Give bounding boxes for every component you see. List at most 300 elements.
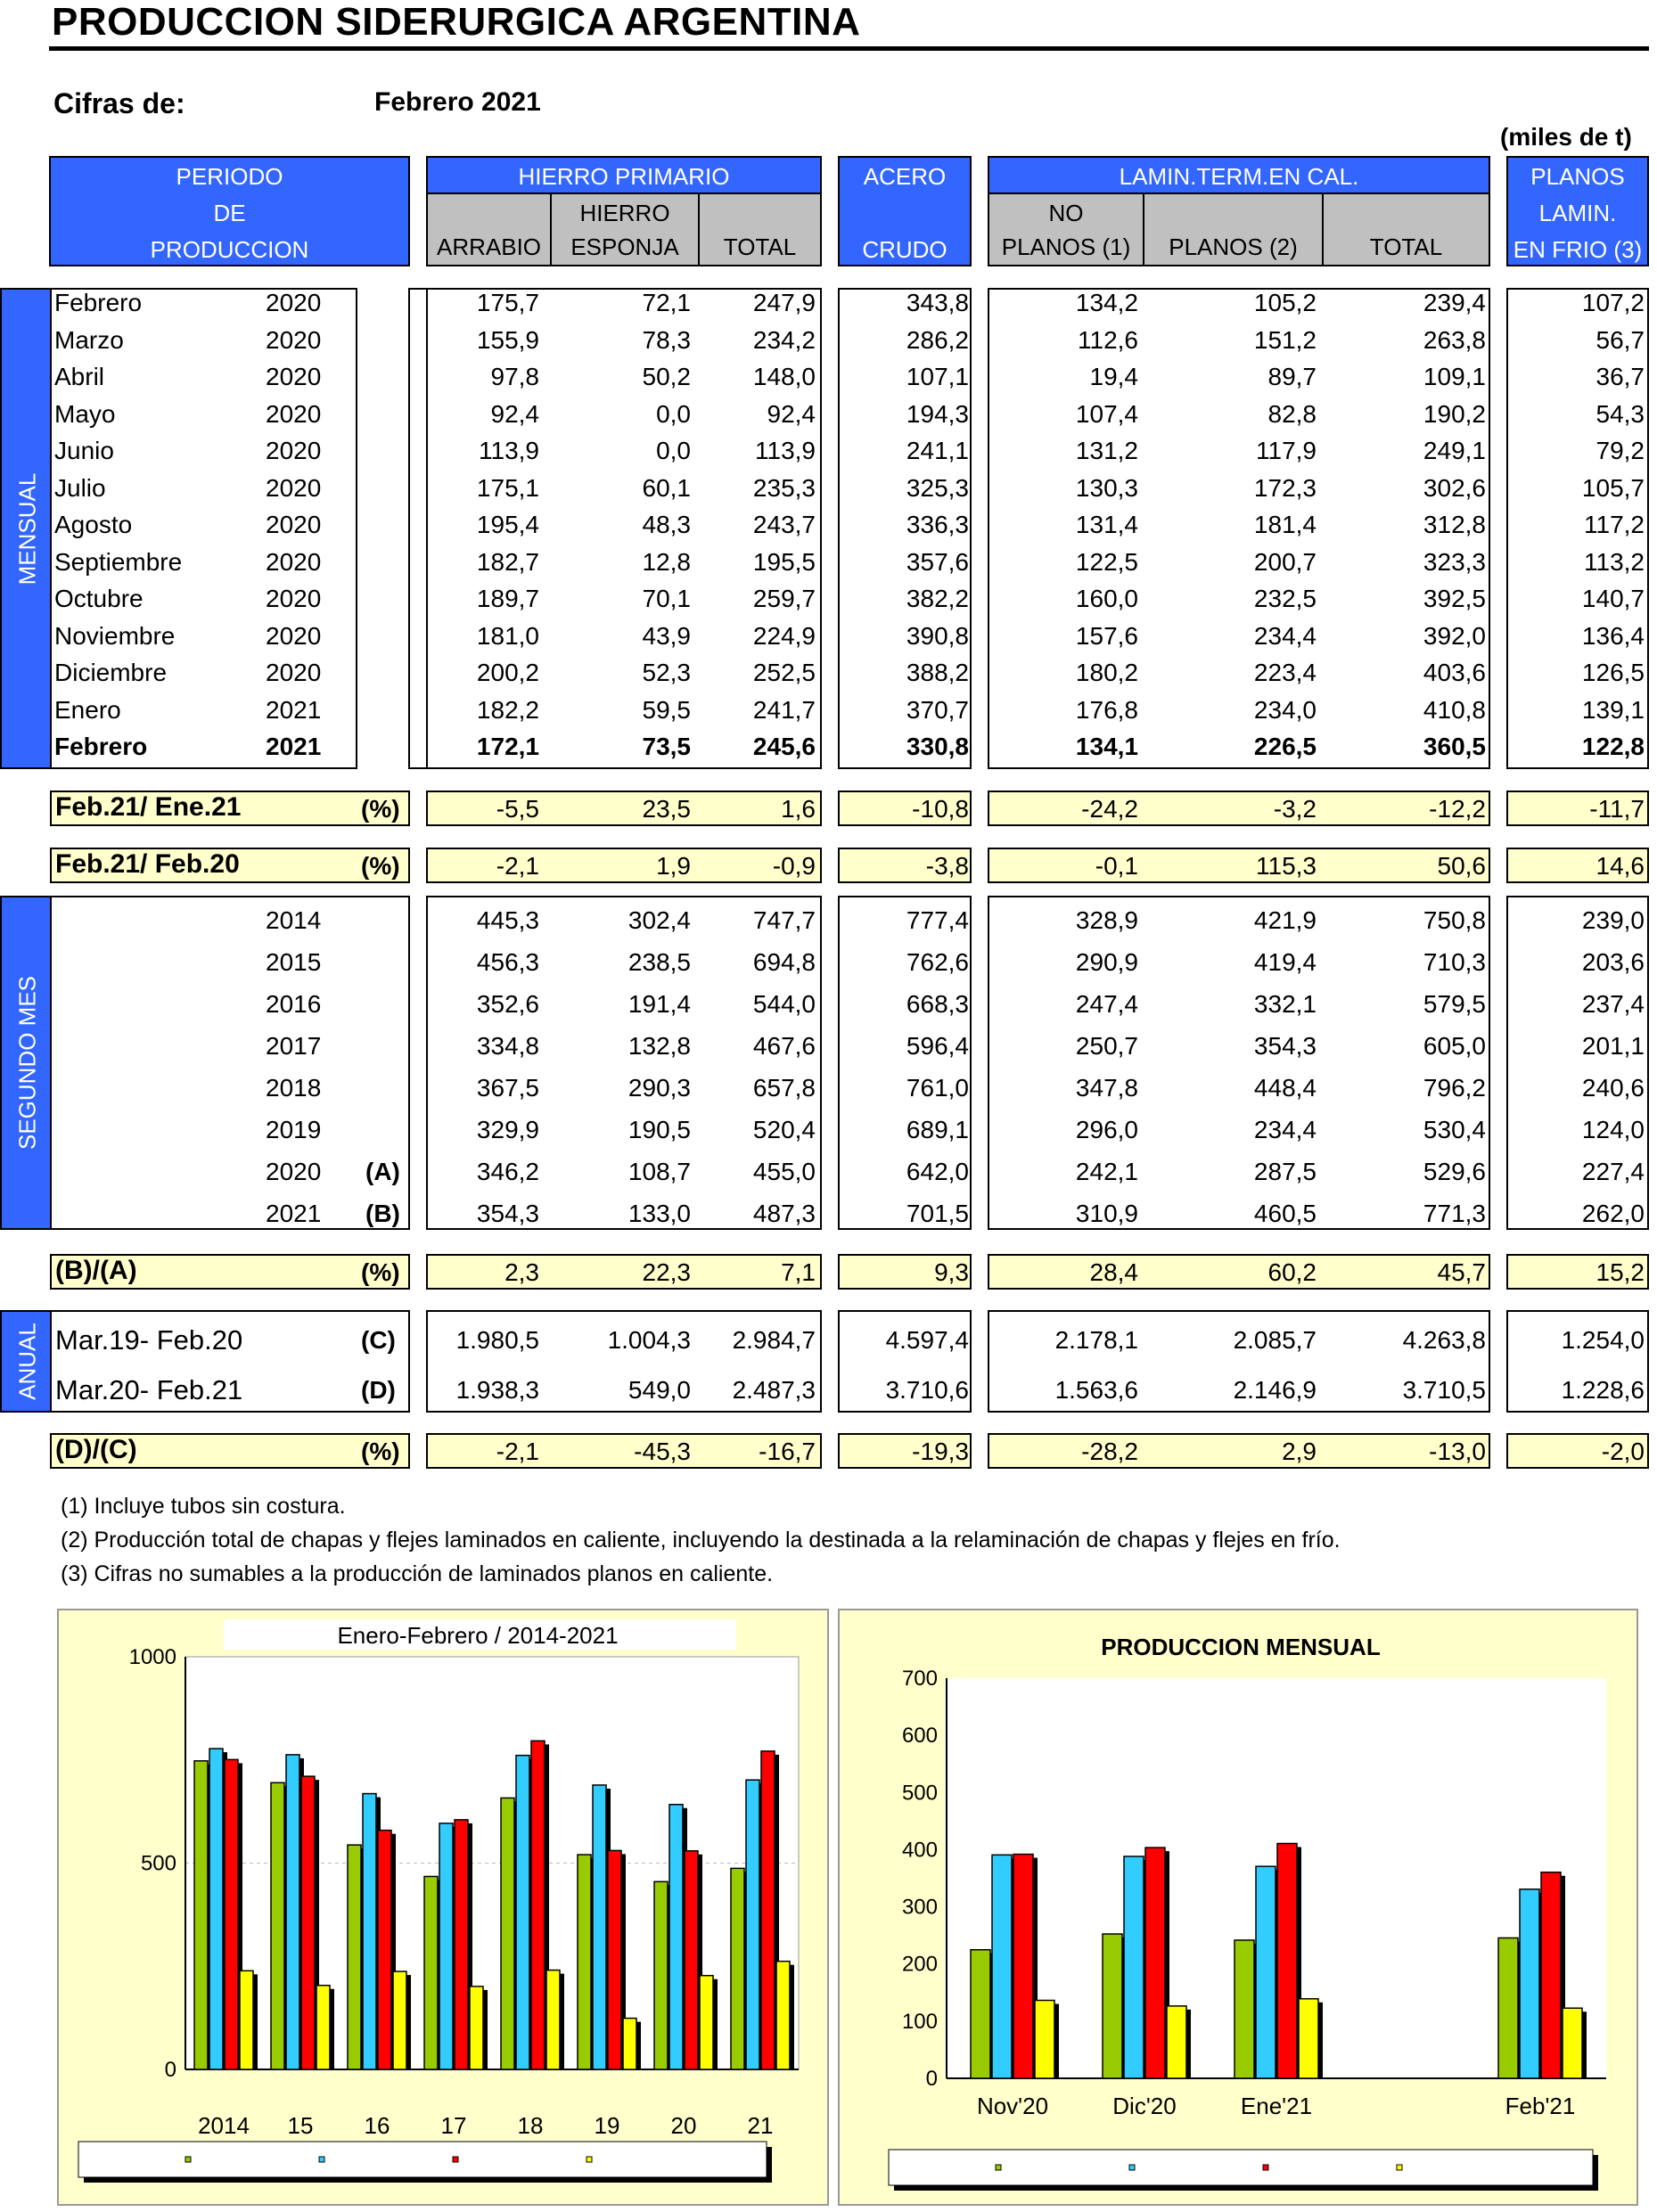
header-lamin-sub <box>988 193 1490 266</box>
legend-swatch <box>587 2157 592 2162</box>
mensual-row-cell: 160,0 <box>1075 585 1138 612</box>
anual-row-cell: 1.228,6 <box>1561 1376 1645 1404</box>
footnote-3: (3) Cifras no sumables a la producción de laminados planos en caliente. <box>61 1561 774 1586</box>
mensual-row-cell: 175,7 <box>476 289 539 316</box>
var-b-a-cell: 15,2 <box>1595 1258 1645 1286</box>
segundo-row-cell: 201,1 <box>1581 1032 1645 1060</box>
segundo-row-cell: 529,6 <box>1423 1158 1486 1185</box>
segundo-row-cell: 455,0 <box>752 1158 816 1185</box>
mensual-row-cell: 190,2 <box>1423 399 1486 428</box>
mensual-row-cell: 36,7 <box>1595 363 1645 390</box>
bar <box>225 1759 238 2069</box>
mensual-row-cell: 223,4 <box>1253 659 1317 686</box>
mensual-row-cell: 19,4 <box>1089 363 1138 390</box>
bar <box>761 1751 775 2069</box>
x-tick-label: Feb'21 <box>1505 2093 1576 2119</box>
bar <box>1167 2006 1186 2078</box>
bar <box>194 1761 208 2069</box>
segundo-row-cell: 296,0 <box>1075 1116 1138 1143</box>
title-rule <box>49 46 1649 51</box>
bar <box>1299 1999 1318 2078</box>
mensual-row-cell: 12,8 <box>642 547 691 576</box>
segundo-year: 2017 <box>266 1032 322 1060</box>
segundo-row-cell: 234,4 <box>1253 1116 1317 1143</box>
header-total-hierro: TOTAL <box>723 233 797 260</box>
segundo-row-cell: 448,4 <box>1253 1074 1317 1102</box>
var-feb-feb-cell: 14,6 <box>1595 852 1645 880</box>
mensual-row-cell: 78,3 <box>642 325 691 354</box>
segundo-row-cell: 332,1 <box>1253 990 1317 1018</box>
mensual-row-cell: 151,2 <box>1253 325 1317 354</box>
segundo-row-cell: 238,5 <box>628 948 691 976</box>
x-tick-label: Dic'20 <box>1112 2093 1177 2119</box>
chart-enero-febrero-svg <box>59 1610 831 2208</box>
segundo-row-cell: 710,3 <box>1423 948 1486 976</box>
legend-swatch <box>1397 2165 1402 2170</box>
mensual-row-cell: 130,3 <box>1075 473 1138 502</box>
bar <box>623 2019 636 2069</box>
segundo-row-cell: 544,0 <box>752 990 816 1018</box>
mensual-row-cell: 182,2 <box>476 695 539 724</box>
bar <box>1520 1889 1539 2078</box>
segundo-year: 2020 <box>266 1158 322 1185</box>
var-d-c-cell: -16,7 <box>759 1438 816 1465</box>
var-feb-ene-cell: 1,6 <box>781 795 816 823</box>
bar <box>531 1741 545 2069</box>
mensual-row-cell: 226,5 <box>1253 733 1317 760</box>
x-tick-label: Nov'20 <box>976 2093 1049 2119</box>
mensual-row-cell: 286,2 <box>906 325 969 354</box>
var-feb-feb-cell: -3,8 <box>925 852 969 880</box>
bar <box>685 1851 698 2069</box>
bar <box>1035 2001 1054 2078</box>
segundo-row-cell: 761,0 <box>906 1074 969 1102</box>
bar <box>578 1855 591 2069</box>
y-tick-label: 500 <box>901 1781 938 1806</box>
var-d-c-cell: -28,2 <box>1081 1438 1138 1465</box>
bar <box>439 1823 453 2069</box>
segundo-row-cell: 467,6 <box>752 1032 816 1060</box>
var-feb-feb-pct: (%) <box>361 852 400 880</box>
mensual-row-cell: 50,2 <box>642 363 691 390</box>
bar <box>1256 1866 1276 2078</box>
row-month: Octubre <box>54 585 144 612</box>
segundo-row-cell: 240,6 <box>1581 1074 1645 1102</box>
anual-row-cell: 1.563,6 <box>1054 1376 1138 1404</box>
var-d-c-pct: (%) <box>361 1438 400 1465</box>
bar <box>470 1987 483 2069</box>
mensual-row-cell: 155,9 <box>476 325 539 354</box>
segundo-row-cell: 329,9 <box>476 1116 539 1143</box>
header-planos-frio-2: LAMIN. <box>1538 200 1617 226</box>
mensual-row-cell: 109,1 <box>1423 363 1486 390</box>
mensual-row-cell: 181,4 <box>1253 511 1317 538</box>
mensual-row-cell: 239,4 <box>1423 289 1486 316</box>
mensual-row-cell: 259,7 <box>752 585 816 612</box>
cifras-value: Febrero 2021 <box>374 87 541 117</box>
segundo-row-cell: 642,0 <box>906 1158 969 1185</box>
bar <box>1277 1844 1297 2078</box>
segundo-row-cell: 701,5 <box>906 1200 969 1227</box>
x-tick-label: 17 <box>440 2112 467 2139</box>
row-month: Abril <box>54 363 105 390</box>
var-feb-feb-cell: -0,9 <box>772 852 816 880</box>
anual-row-cell: 2.085,7 <box>1233 1326 1317 1354</box>
row-year: 2021 <box>266 695 322 724</box>
bar <box>1145 1847 1165 2078</box>
mensual-row-cell: 180,2 <box>1075 659 1138 686</box>
bar <box>455 1820 468 2069</box>
mensual-row-cell: 56,7 <box>1595 325 1645 354</box>
row-year: 2021 <box>266 733 322 760</box>
mensual-row-cell: 59,5 <box>642 695 691 724</box>
bar <box>669 1805 683 2069</box>
row-month: Septiembre <box>54 547 183 576</box>
segundo-row-cell: 419,4 <box>1253 948 1317 976</box>
var-d-c-cell: -2,1 <box>496 1438 539 1465</box>
segundo-year: 2019 <box>266 1116 322 1143</box>
mensual-row-cell: 107,4 <box>1075 399 1138 428</box>
segundo-row-cell: 290,9 <box>1075 948 1138 976</box>
segundo-row-cell: 262,0 <box>1581 1200 1645 1227</box>
bar <box>301 1776 315 2069</box>
mensual-row-cell: 323,3 <box>1423 547 1486 576</box>
mensual-row-cell: 232,5 <box>1253 585 1317 612</box>
bar <box>654 1881 668 2069</box>
mensual-row-cell: 134,2 <box>1075 289 1138 316</box>
var-feb-ene-label: Feb.21/ Ene.21 <box>55 792 242 822</box>
mensual-row-cell: 0,0 <box>656 399 691 428</box>
segundo-row-cell: 237,4 <box>1581 990 1645 1018</box>
bar <box>1124 1856 1144 2078</box>
mensual-row-cell: 234,4 <box>1253 621 1317 650</box>
var-d-c-label: (D)/(C) <box>55 1435 137 1464</box>
segundo-row-cell: 250,7 <box>1075 1032 1138 1060</box>
segundo-row-cell: 456,3 <box>476 948 539 976</box>
header-hierro-esponja-1: HIERRO <box>579 200 670 226</box>
mensual-row-cell: 107,1 <box>906 363 969 390</box>
legend-swatch <box>1263 2165 1268 2170</box>
mensual-row-cell: 89,7 <box>1267 363 1317 390</box>
row-year: 2020 <box>266 621 322 650</box>
segundo-row-cell: 796,2 <box>1423 1074 1486 1102</box>
segundo-row-cell: 520,4 <box>752 1116 816 1143</box>
mensual-row-cell: 105,2 <box>1253 289 1317 316</box>
row-month: Febrero <box>54 289 143 316</box>
segundo-row-cell: 530,4 <box>1423 1116 1486 1143</box>
var-b-a-cell: 2,3 <box>504 1258 539 1286</box>
mensual-row-cell: 392,0 <box>1423 621 1486 650</box>
unit-label: (miles de t) <box>1500 123 1632 151</box>
mensual-row-cell: 112,6 <box>1078 325 1138 354</box>
row-month: Febrero <box>54 733 148 760</box>
y-tick-label: 700 <box>901 1667 938 1691</box>
bar <box>240 1970 253 2069</box>
anual-row-cell: 3.710,5 <box>1402 1376 1486 1404</box>
mensual-row-cell: 243,7 <box>752 511 816 538</box>
segundo-row-cell: 347,8 <box>1075 1074 1138 1102</box>
segundo-tag: (B) <box>365 1200 400 1227</box>
mensual-row-cell: 175,1 <box>476 473 539 502</box>
x-tick-label: 15 <box>287 2112 314 2139</box>
header-acero-1: ACERO <box>863 163 947 190</box>
var-feb-feb-cell: 50,6 <box>1437 852 1486 880</box>
mensual-row-cell: 136,4 <box>1581 621 1645 650</box>
footnote-2: (2) Producción total de chapas y flejes laminados en caliente, incluyendo la destinada a la relaminación de chapas y flejes en frío. <box>61 1528 1341 1552</box>
segundo-year: 2021 <box>266 1200 322 1227</box>
footnote-1: (1) Incluye tubos sin costura. <box>61 1494 346 1519</box>
segundo-row-cell: 694,8 <box>752 948 816 976</box>
anual-label: Mar.20- Feb.21 <box>55 1374 243 1405</box>
mensual-row-cell: 252,5 <box>752 659 816 686</box>
bar <box>992 1855 1012 2078</box>
mensual-row-cell: 302,6 <box>1423 473 1486 502</box>
mensual-row-cell: 72,1 <box>642 289 691 316</box>
sidebar-segundo-mes <box>0 896 52 1230</box>
mensual-row-cell: 92,4 <box>490 399 539 428</box>
segundo-row-cell: 310,9 <box>1075 1200 1138 1227</box>
segundo-row-cell: 487,3 <box>752 1200 816 1227</box>
mensual-row-cell: 82,8 <box>1267 399 1317 428</box>
mensual-row-cell: 370,7 <box>906 695 969 724</box>
segundo-row-cell: 239,0 <box>1581 906 1645 934</box>
var-b-a-label: (B)/(A) <box>55 1256 137 1285</box>
mensual-row-cell: 122,8 <box>1581 733 1645 760</box>
anual-tag: (C) <box>361 1326 396 1354</box>
segundo-row-cell: 596,4 <box>906 1032 969 1060</box>
header-hierro-sub <box>426 193 822 266</box>
header-periodo-line1: PERIODO <box>176 163 283 190</box>
mensual-row-cell: 194,3 <box>906 399 969 428</box>
mensual-row-cell: 234,2 <box>752 325 816 354</box>
mensual-row-cell: 113,2 <box>1584 547 1645 576</box>
mensual-row-cell: 117,9 <box>1256 437 1317 464</box>
bar <box>1541 1872 1561 2078</box>
mensual-row-cell: 60,1 <box>642 473 691 502</box>
row-year: 2020 <box>266 363 322 390</box>
header-periodo <box>49 156 410 266</box>
mensual-row-cell: 70,1 <box>642 585 691 612</box>
legend-swatch <box>453 2157 458 2162</box>
mensual-row-cell: 117,2 <box>1584 511 1645 538</box>
var-b-a-cell: 28,4 <box>1089 1258 1138 1286</box>
chart-enero-febrero <box>57 1609 829 2206</box>
segundo-row-cell: 190,5 <box>628 1116 691 1143</box>
mensual-row-cell: 148,0 <box>752 363 816 390</box>
mensual-row-cell: 105,7 <box>1581 473 1645 502</box>
mensual-row-cell: 48,3 <box>642 511 691 538</box>
legend <box>889 2150 1593 2185</box>
row-month: Noviembre <box>54 621 176 650</box>
segundo-row-cell: 354,3 <box>1253 1032 1317 1060</box>
mensual-row-cell: 241,7 <box>752 695 816 724</box>
var-feb-ene-cell: -5,5 <box>496 795 539 823</box>
anual-row-cell: 2.146,9 <box>1233 1376 1317 1404</box>
var-feb-ene-cell: -12,2 <box>1429 795 1486 823</box>
mensual-row-cell: 312,8 <box>1423 511 1486 538</box>
y-tick-label: 300 <box>901 1895 938 1920</box>
mensual-row-cell: 403,6 <box>1423 659 1486 686</box>
mensual-row-cell: 325,3 <box>906 473 969 502</box>
var-feb-ene-cell: -24,2 <box>1081 795 1138 823</box>
chart-title: Enero-Febrero / 2014-2021 <box>337 1622 619 1649</box>
mensual-row-cell: 54,3 <box>1595 399 1645 428</box>
mensual-row-cell: 176,8 <box>1075 695 1138 724</box>
segundo-row-cell: 689,1 <box>906 1116 969 1143</box>
cifras-label: Cifras de: <box>53 87 185 119</box>
var-b-a-cell: 9,3 <box>934 1258 969 1286</box>
bar <box>424 1877 438 2069</box>
segundo-row-cell: 328,9 <box>1075 906 1138 934</box>
anual-row-cell: 1.938,3 <box>455 1376 539 1404</box>
x-tick-label: 19 <box>594 2112 620 2139</box>
mensual-row-cell: 172,3 <box>1253 473 1317 502</box>
bar <box>393 1971 406 2069</box>
mensual-row-cell: 131,2 <box>1075 437 1138 464</box>
var-feb-ene-pct: (%) <box>361 795 400 823</box>
row-year: 2020 <box>266 473 322 502</box>
anual-label: Mar.19- Feb.20 <box>55 1324 243 1356</box>
mensual-row-cell: 181,0 <box>476 621 539 650</box>
mensual-row-cell: 157,6 <box>1075 621 1138 650</box>
bar <box>516 1756 529 2069</box>
row-month: Marzo <box>54 325 124 354</box>
row-year: 2020 <box>266 659 322 686</box>
segundo-row-cell: 352,6 <box>476 990 539 1018</box>
anual-row-cell: 2.178,1 <box>1054 1326 1138 1354</box>
anual-row-cell: 2.984,7 <box>732 1326 816 1354</box>
sidebar-anual-label: ANUAL <box>13 1323 41 1400</box>
mensual-row-cell: 122,5 <box>1075 547 1138 576</box>
mensual-row-cell: 79,2 <box>1595 437 1645 464</box>
mensual-row-cell: 140,7 <box>1581 585 1645 612</box>
bar <box>1235 1940 1254 2078</box>
mensual-row-cell: 200,7 <box>1253 547 1317 576</box>
row-year: 2020 <box>266 289 322 316</box>
page-title: PRODUCCION SIDERURGICA ARGENTINA <box>52 0 861 44</box>
row-year: 2020 <box>266 325 322 354</box>
header-acero-2: CRUDO <box>862 236 947 263</box>
mensual-row-cell: 241,1 <box>906 437 969 464</box>
mensual-row-cell: 73,5 <box>642 733 691 760</box>
header-planos-frio <box>1506 156 1649 266</box>
bar <box>209 1749 223 2069</box>
mensual-row-cell: 360,5 <box>1423 733 1486 760</box>
bar <box>286 1755 299 2069</box>
header-arrabio: ARRABIO <box>436 233 542 260</box>
segundo-year: 2014 <box>266 906 322 934</box>
y-tick-label: 500 <box>140 1851 176 1876</box>
var-b-a-cell: 45,7 <box>1437 1258 1486 1286</box>
segundo-row-cell: 242,1 <box>1075 1158 1138 1185</box>
mensual-row-cell: 382,2 <box>906 585 969 612</box>
mensual-row-cell: 245,6 <box>752 733 816 760</box>
mensual-row-cell: 0,0 <box>656 437 691 464</box>
var-b-a-cell: 22,3 <box>642 1258 691 1286</box>
segundo-row-cell: 132,8 <box>628 1032 691 1060</box>
x-tick-label: 20 <box>670 2112 697 2139</box>
y-tick-label: 0 <box>925 2067 938 2091</box>
header-periodo-line3: PRODUCCION <box>150 236 309 263</box>
bar <box>363 1794 376 2069</box>
row-year: 2020 <box>266 511 322 538</box>
sidebar-mensual <box>0 288 52 769</box>
header-hierro-esponja-2: ESPONJA <box>570 233 679 260</box>
y-tick-label: 100 <box>901 2009 938 2034</box>
x-tick-label: 16 <box>364 2112 390 2139</box>
bar <box>378 1831 391 2069</box>
anual-row-cell: 2.487,3 <box>732 1376 816 1404</box>
var-feb-ene-cell: -3,2 <box>1273 795 1317 823</box>
bar <box>1103 1934 1122 2078</box>
anual-row-cell: 1.004,3 <box>607 1326 691 1354</box>
segundo-row-cell: 334,8 <box>476 1032 539 1060</box>
var-b-a-pct: (%) <box>361 1258 400 1286</box>
legend <box>78 2142 767 2177</box>
anual-tag: (D) <box>361 1376 396 1404</box>
segundo-row-cell: 133,0 <box>628 1200 691 1227</box>
header-total-lamin: TOTAL <box>1369 233 1443 260</box>
bar <box>776 1962 790 2069</box>
legend-swatch <box>319 2157 324 2162</box>
mensual-row-cell: 247,9 <box>752 289 816 316</box>
var-feb-feb-cell: 115,3 <box>1256 852 1317 880</box>
chart-title: PRODUCCION MENSUAL <box>1101 1634 1381 1660</box>
bar <box>1498 1938 1518 2078</box>
mensual-row-cell: 343,8 <box>906 289 969 316</box>
var-feb-ene-cell: 23,5 <box>642 795 691 823</box>
segundo-row-cell: 354,3 <box>476 1200 539 1227</box>
row-year: 2020 <box>266 547 322 576</box>
segundo-row-cell: 657,8 <box>752 1074 816 1102</box>
mensual-row-cell: 410,8 <box>1423 695 1486 724</box>
row-month: Diciembre <box>54 659 168 686</box>
x-tick-label: 2014 <box>198 2112 250 2139</box>
header-periodo-line2: DE <box>213 200 246 226</box>
var-feb-ene-cell: -11,7 <box>1589 795 1645 823</box>
bar <box>746 1780 759 2069</box>
mensual-row-cell: 139,1 <box>1581 695 1645 724</box>
segundo-row-cell: 762,6 <box>906 948 969 976</box>
mensual-row-cell: 113,9 <box>755 437 816 464</box>
mensual-row-cell: 195,4 <box>476 511 539 538</box>
bar <box>1563 2008 1582 2078</box>
legend-swatch <box>185 2157 191 2162</box>
row-year: 2020 <box>266 437 322 464</box>
header-no-planos-1: NO <box>1048 200 1084 226</box>
legend-swatch <box>1129 2165 1135 2170</box>
sidebar-anual <box>0 1310 52 1413</box>
row-month: Mayo <box>54 399 116 428</box>
anual-row-cell: 4.597,4 <box>885 1326 969 1354</box>
y-tick-label: 400 <box>901 1838 938 1863</box>
header-planos: PLANOS (2) <box>1169 233 1298 260</box>
segundo-row-cell: 302,4 <box>628 906 691 934</box>
var-d-c-cell: -13,0 <box>1429 1438 1486 1465</box>
header-no-planos-2: PLANOS (1) <box>1001 233 1131 260</box>
var-b-a-cell: 60,2 <box>1267 1258 1317 1286</box>
bar <box>546 1970 560 2069</box>
y-tick-label: 200 <box>901 1952 938 1977</box>
row-year: 2020 <box>266 399 322 428</box>
segundo-year: 2018 <box>266 1074 322 1102</box>
mensual-row-cell: 392,5 <box>1423 585 1486 612</box>
mensual-row-cell: 126,5 <box>1581 659 1645 686</box>
mensual-row-cell: 189,7 <box>476 585 539 612</box>
mensual-row-cell: 195,5 <box>752 547 816 576</box>
segundo-row-cell: 287,5 <box>1253 1158 1317 1185</box>
segundo-tag: (A) <box>365 1158 400 1185</box>
